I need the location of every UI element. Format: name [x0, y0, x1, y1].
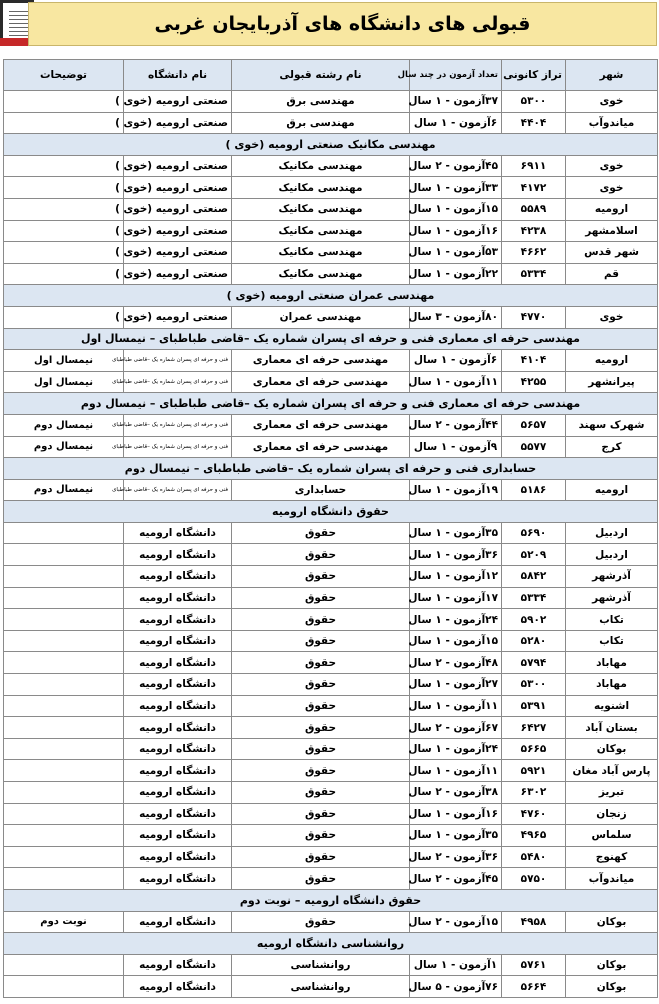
cell-university: فنی و حرفه ای پسران شماره یک –قاضی طباطبای — [124, 371, 232, 393]
cell-major: حقوق — [232, 566, 410, 588]
cell-score: ۴۱۰۴ — [502, 350, 566, 372]
cell-city: میاندوآب — [566, 868, 658, 890]
cell-score: ۴۹۶۵ — [502, 825, 566, 847]
cell-score: ۵۵۸۹ — [502, 198, 566, 220]
section-header-row — [4, 285, 658, 307]
section-title: مهندسی حرفه ای معماری فنی و حرفه ای پسران شماره یک –قاضی طباطبای – نیمسال دوم — [4, 393, 658, 415]
cell-university: فنی و حرفه ای پسران شماره یک –قاضی طباطبای — [124, 414, 232, 436]
cell-major: مهندسی برق — [232, 91, 410, 113]
cell-score: ۴۷۷۰ — [502, 306, 566, 328]
cell-score: ۵۳۰۰ — [502, 91, 566, 113]
cell-score: ۴۴۰۴ — [502, 112, 566, 134]
table-row — [4, 350, 658, 372]
cell-city: بوکان — [566, 738, 658, 760]
cell-exam-count: ۱۵آزمون - ۲ سال — [410, 911, 502, 933]
cell-city: پارس آباد مغان — [566, 760, 658, 782]
cell-score: ۴۱۷۲ — [502, 177, 566, 199]
cell-university: دانشگاه ارومیه — [124, 717, 232, 739]
cell-exam-count: ۱۶آزمون - ۱ سال — [410, 803, 502, 825]
cell-university: صنعتی ارومیه (خوی ) — [124, 242, 232, 264]
cell-city: شهرک سهند — [566, 414, 658, 436]
section-title: مهندسی حرفه ای معماری فنی و حرفه ای پسران شماره یک –قاضی طباطبای – نیمسال اول — [4, 328, 658, 350]
cell-major: حقوق — [232, 803, 410, 825]
table-row — [4, 803, 658, 825]
cell-university: دانشگاه ارومیه — [124, 911, 232, 933]
cell-city: بستان آباد — [566, 717, 658, 739]
cell-university: صنعتی ارومیه (خوی ) — [124, 220, 232, 242]
section-header-row — [4, 134, 658, 156]
cell-university: دانشگاه ارومیه — [124, 782, 232, 804]
cell-score: ۵۹۲۱ — [502, 760, 566, 782]
cell-exam-count: ۳۶آزمون - ۲ سال — [410, 846, 502, 868]
cell-score: ۴۲۳۸ — [502, 220, 566, 242]
section-header-row — [4, 458, 658, 480]
cell-city: تکاب — [566, 630, 658, 652]
cell-major: حقوق — [232, 760, 410, 782]
cell-notes: نیمسال دوم — [4, 479, 124, 501]
cell-city: شهر قدس — [566, 242, 658, 264]
cell-score: ۵۲۸۰ — [502, 630, 566, 652]
cell-university: دانشگاه ارومیه — [124, 587, 232, 609]
cell-score: ۵۶۵۷ — [502, 414, 566, 436]
cell-city: آذرشهر — [566, 566, 658, 588]
cell-notes — [4, 738, 124, 760]
cell-major: مهندسی مکانیک — [232, 263, 410, 285]
table-row — [4, 306, 658, 328]
cell-exam-count: ۱۷آزمون - ۱ سال — [410, 587, 502, 609]
cell-university: دانشگاه ارومیه — [124, 630, 232, 652]
cell-major: حقوق — [232, 738, 410, 760]
cell-exam-count: ۸۰آزمون - ۳ سال — [410, 306, 502, 328]
section-title: مهندسی مکانیک صنعتی ارومیه (خوی ) — [4, 134, 658, 156]
cell-major: حقوق — [232, 587, 410, 609]
cell-university: دانشگاه ارومیه — [124, 566, 232, 588]
cell-notes — [4, 976, 124, 998]
cell-city: اسلامشهر — [566, 220, 658, 242]
cell-notes — [4, 198, 124, 220]
cell-university: دانشگاه ارومیه — [124, 825, 232, 847]
cell-major: مهندسی حرفه ای معماری — [232, 371, 410, 393]
cell-university: صنعتی ارومیه (خوی ) — [124, 198, 232, 220]
cell-city: تکاب — [566, 609, 658, 631]
cell-notes — [4, 782, 124, 804]
cell-major: مهندسی برق — [232, 112, 410, 134]
cell-city: خوی — [566, 155, 658, 177]
table-row — [4, 587, 658, 609]
cell-university: دانشگاه ارومیه — [124, 760, 232, 782]
section-header-row — [4, 933, 658, 955]
section-header-row — [4, 501, 658, 523]
cell-score: ۵۱۸۶ — [502, 479, 566, 501]
cell-city: مهاباد — [566, 652, 658, 674]
cell-exam-count: ۳۵آزمون - ۱ سال — [410, 825, 502, 847]
table-row — [4, 911, 658, 933]
table-row — [4, 717, 658, 739]
cell-major: مهندسی مکانیک — [232, 198, 410, 220]
table-row — [4, 198, 658, 220]
cell-exam-count: ۲۴آزمون - ۱ سال — [410, 738, 502, 760]
cell-exam-count: ۲۲آزمون - ۱ سال — [410, 263, 502, 285]
table-row — [4, 652, 658, 674]
cell-city: اردبیل — [566, 522, 658, 544]
cell-score: ۴۲۵۵ — [502, 371, 566, 393]
cell-exam-count: ۴۵آزمون - ۲ سال — [410, 868, 502, 890]
header-university: نام دانشگاه — [124, 60, 232, 91]
cell-exam-count: ۵۳آزمون - ۱ سال — [410, 242, 502, 264]
header-score: تراز کانونی — [502, 60, 566, 91]
cell-major: حقوق — [232, 695, 410, 717]
cell-notes — [4, 674, 124, 696]
cell-major: حقوق — [232, 674, 410, 696]
table-row — [4, 436, 658, 458]
cell-exam-count: ۱۱آزمون - ۱ سال — [410, 371, 502, 393]
cell-major: حقوق — [232, 825, 410, 847]
cell-notes — [4, 695, 124, 717]
cell-notes — [4, 220, 124, 242]
cell-university: دانشگاه ارومیه — [124, 976, 232, 998]
cell-major: مهندسی حرفه ای معماری — [232, 436, 410, 458]
cell-score: ۵۶۶۵ — [502, 738, 566, 760]
cell-university: صنعتی ارومیه (خوی ) — [124, 177, 232, 199]
cell-major: حقوق — [232, 868, 410, 890]
cell-score: ۶۹۱۱ — [502, 155, 566, 177]
cell-notes — [4, 177, 124, 199]
cell-exam-count: ۴۸آزمون - ۲ سال — [410, 652, 502, 674]
cell-city: آذرشهر — [566, 587, 658, 609]
cell-exam-count: ۱۱آزمون - ۱ سال — [410, 760, 502, 782]
cell-score: ۵۸۴۲ — [502, 566, 566, 588]
cell-exam-count: ۳۷آزمون - ۱ سال — [410, 91, 502, 113]
cell-exam-count: ۱۲آزمون - ۱ سال — [410, 566, 502, 588]
cell-notes — [4, 91, 124, 113]
cell-notes — [4, 652, 124, 674]
cell-major: روانشناسی — [232, 976, 410, 998]
cell-university: دانشگاه ارومیه — [124, 738, 232, 760]
cell-notes — [4, 846, 124, 868]
cell-notes: نیمسال اول — [4, 371, 124, 393]
page-banner — [0, 0, 659, 50]
section-title: مهندسی عمران صنعتی ارومیه (خوی ) — [4, 285, 658, 307]
cell-city: اشنویه — [566, 695, 658, 717]
section-title: حقوق دانشگاه ارومیه — [4, 501, 658, 523]
cell-city: اردبیل — [566, 544, 658, 566]
cell-score: ۵۲۰۹ — [502, 544, 566, 566]
cell-notes — [4, 587, 124, 609]
cell-university: فنی و حرفه ای پسران شماره یک –قاضی طباطبای — [124, 436, 232, 458]
cell-university: دانشگاه ارومیه — [124, 674, 232, 696]
section-header-row — [4, 328, 658, 350]
cell-exam-count: ۲۷آزمون - ۱ سال — [410, 674, 502, 696]
section-title: حقوق دانشگاه ارومیه – نوبت دوم — [4, 889, 658, 911]
cell-city: بوکان — [566, 954, 658, 976]
cell-major: حقوق — [232, 911, 410, 933]
cell-exam-count: ۱۶آزمون - ۱ سال — [410, 220, 502, 242]
table-row — [4, 630, 658, 652]
cell-exam-count: ۶۷آزمون - ۲ سال — [410, 717, 502, 739]
cell-major: حقوق — [232, 846, 410, 868]
cell-exam-count: ۷۶آزمون - ۵ سال — [410, 976, 502, 998]
cell-city: خوی — [566, 91, 658, 113]
table-header-row — [4, 60, 658, 91]
cell-score: ۵۷۹۴ — [502, 652, 566, 674]
admissions-table — [3, 59, 658, 998]
header-notes: توضیحات — [4, 60, 124, 91]
cell-major: حقوق — [232, 522, 410, 544]
cell-university: فنی و حرفه ای پسران شماره یک –قاضی طباطبای — [124, 479, 232, 501]
table-row — [4, 91, 658, 113]
cell-university: صنعتی ارومیه (خوی ) — [124, 263, 232, 285]
cell-university: صنعتی ارومیه (خوی ) — [124, 155, 232, 177]
table-row — [4, 976, 658, 998]
table-row — [4, 738, 658, 760]
table-row — [4, 479, 658, 501]
cell-city: تبریز — [566, 782, 658, 804]
cell-notes — [4, 868, 124, 890]
table-row — [4, 220, 658, 242]
cell-score: ۵۷۵۰ — [502, 868, 566, 890]
section-title: روانشناسی دانشگاه ارومیه — [4, 933, 658, 955]
cell-score: ۵۳۳۴ — [502, 263, 566, 285]
cell-major: مهندسی مکانیک — [232, 220, 410, 242]
cell-notes — [4, 544, 124, 566]
cell-score: ۵۳۹۱ — [502, 695, 566, 717]
cell-university: دانشگاه ارومیه — [124, 954, 232, 976]
cell-notes — [4, 263, 124, 285]
cell-major: حقوق — [232, 782, 410, 804]
cell-city: میاندوآب — [566, 112, 658, 134]
cell-major: مهندسی حرفه ای معماری — [232, 414, 410, 436]
cell-exam-count: ۳۵آزمون - ۱ سال — [410, 522, 502, 544]
cell-exam-count: ۲۴آزمون - ۱ سال — [410, 609, 502, 631]
cell-notes — [4, 155, 124, 177]
table-row — [4, 544, 658, 566]
cell-city: ارومیه — [566, 350, 658, 372]
cell-city: کرج — [566, 436, 658, 458]
table-row — [4, 263, 658, 285]
table-row — [4, 414, 658, 436]
table-row — [4, 177, 658, 199]
cell-university: دانشگاه ارومیه — [124, 522, 232, 544]
table-row — [4, 674, 658, 696]
cell-major: روانشناسی — [232, 954, 410, 976]
table-row — [4, 522, 658, 544]
cell-notes — [4, 825, 124, 847]
cell-major: حقوق — [232, 652, 410, 674]
cell-major: حسابداری — [232, 479, 410, 501]
cell-exam-count: ۹آزمون - ۱ سال — [410, 436, 502, 458]
table-body — [4, 91, 658, 998]
cell-notes: نیمسال دوم — [4, 414, 124, 436]
cell-city: ارومیه — [566, 198, 658, 220]
cell-university: دانشگاه ارومیه — [124, 803, 232, 825]
cell-major: مهندسی مکانیک — [232, 242, 410, 264]
cell-university: صنعتی ارومیه (خوی ) — [124, 306, 232, 328]
cell-university: دانشگاه ارومیه — [124, 609, 232, 631]
cell-exam-count: ۱۹آزمون - ۱ سال — [410, 479, 502, 501]
cell-score: ۵۹۰۲ — [502, 609, 566, 631]
cell-university: صنعتی ارومیه (خوی ) — [124, 112, 232, 134]
cell-notes: نوبت دوم — [4, 911, 124, 933]
cell-exam-count: ۳۶آزمون - ۱ سال — [410, 544, 502, 566]
cell-exam-count: ۱۱آزمون - ۱ سال — [410, 695, 502, 717]
cell-notes — [4, 803, 124, 825]
cell-exam-count: ۱۵آزمون - ۱ سال — [410, 198, 502, 220]
header-city: شهر — [566, 60, 658, 91]
table-row — [4, 954, 658, 976]
cell-score: ۵۴۸۰ — [502, 846, 566, 868]
cell-university: دانشگاه ارومیه — [124, 544, 232, 566]
table-row — [4, 566, 658, 588]
header-exam-count: تعداد آزمون در چند سال — [410, 60, 502, 91]
section-header-row — [4, 393, 658, 415]
cell-notes — [4, 566, 124, 588]
cell-score: ۵۶۹۰ — [502, 522, 566, 544]
table-row — [4, 868, 658, 890]
cell-exam-count: ۶آزمون - ۱ سال — [410, 350, 502, 372]
cell-city: زنجان — [566, 803, 658, 825]
cell-notes: نیمسال اول — [4, 350, 124, 372]
cell-score: ۵۶۶۴ — [502, 976, 566, 998]
cell-major: مهندسی مکانیک — [232, 177, 410, 199]
cell-university: دانشگاه ارومیه — [124, 652, 232, 674]
cell-notes — [4, 522, 124, 544]
table-row — [4, 371, 658, 393]
cell-major: مهندسی عمران — [232, 306, 410, 328]
cell-score: ۴۶۶۲ — [502, 242, 566, 264]
cell-university: دانشگاه ارومیه — [124, 868, 232, 890]
cell-score: ۵۷۶۱ — [502, 954, 566, 976]
cell-major: حقوق — [232, 630, 410, 652]
cell-university: صنعتی ارومیه (خوی ) — [124, 91, 232, 113]
cell-university: دانشگاه ارومیه — [124, 695, 232, 717]
cell-university: دانشگاه ارومیه — [124, 846, 232, 868]
cell-city: مهاباد — [566, 674, 658, 696]
cell-notes — [4, 954, 124, 976]
cell-exam-count: ۳۸آزمون - ۲ سال — [410, 782, 502, 804]
cell-exam-count: ۳۳آزمون - ۱ سال — [410, 177, 502, 199]
cell-city: سلماس — [566, 825, 658, 847]
cell-city: خوی — [566, 306, 658, 328]
section-header-row — [4, 889, 658, 911]
cell-notes — [4, 242, 124, 264]
table-row — [4, 846, 658, 868]
cell-city: پیرانشهر — [566, 371, 658, 393]
cell-notes — [4, 760, 124, 782]
cell-major: مهندسی مکانیک — [232, 155, 410, 177]
cell-score: ۵۵۷۷ — [502, 436, 566, 458]
cell-notes — [4, 609, 124, 631]
cell-notes — [4, 112, 124, 134]
cell-score: ۶۴۲۷ — [502, 717, 566, 739]
cell-city: بوکان — [566, 911, 658, 933]
cell-exam-count: ۴۴آزمون - ۲ سال — [410, 414, 502, 436]
cell-notes: نیمسال دوم — [4, 436, 124, 458]
table-row — [4, 242, 658, 264]
cell-score: ۴۹۵۸ — [502, 911, 566, 933]
cell-notes — [4, 306, 124, 328]
cell-notes — [4, 630, 124, 652]
cell-exam-count: ۴۵آزمون - ۲ سال — [410, 155, 502, 177]
table-row — [4, 155, 658, 177]
header-major: نام رشته قبولی — [232, 60, 410, 91]
cell-exam-count: ۶آزمون - ۱ سال — [410, 112, 502, 134]
cell-notes — [4, 717, 124, 739]
cell-major: حقوق — [232, 717, 410, 739]
cell-score: ۵۳۳۴ — [502, 587, 566, 609]
table-row — [4, 760, 658, 782]
cell-city: ارومیه — [566, 479, 658, 501]
cell-city: قم — [566, 263, 658, 285]
cell-city: خوی — [566, 177, 658, 199]
table-row — [4, 825, 658, 847]
section-title: حسابداری فنی و حرفه ای پسران شماره یک –قاضی طباطبای – نیمسال دوم — [4, 458, 658, 480]
cell-major: حقوق — [232, 609, 410, 631]
table-row — [4, 782, 658, 804]
cell-exam-count: ۱۵آزمون - ۱ سال — [410, 630, 502, 652]
table-row — [4, 112, 658, 134]
cell-score: ۵۳۰۰ — [502, 674, 566, 696]
cell-major: حقوق — [232, 544, 410, 566]
table-row — [4, 695, 658, 717]
cell-score: ۴۷۶۰ — [502, 803, 566, 825]
cell-exam-count: ۱آزمون - ۱ سال — [410, 954, 502, 976]
cell-university: فنی و حرفه ای پسران شماره یک –قاضی طباطبای — [124, 350, 232, 372]
cell-city: بوکان — [566, 976, 658, 998]
cell-major: مهندسی حرفه ای معماری — [232, 350, 410, 372]
cell-score: ۶۳۰۲ — [502, 782, 566, 804]
table-row — [4, 609, 658, 631]
cell-city: کهنوج — [566, 846, 658, 868]
page-title: قبولی های دانشگاه های آذربایجان غربی — [28, 2, 657, 46]
